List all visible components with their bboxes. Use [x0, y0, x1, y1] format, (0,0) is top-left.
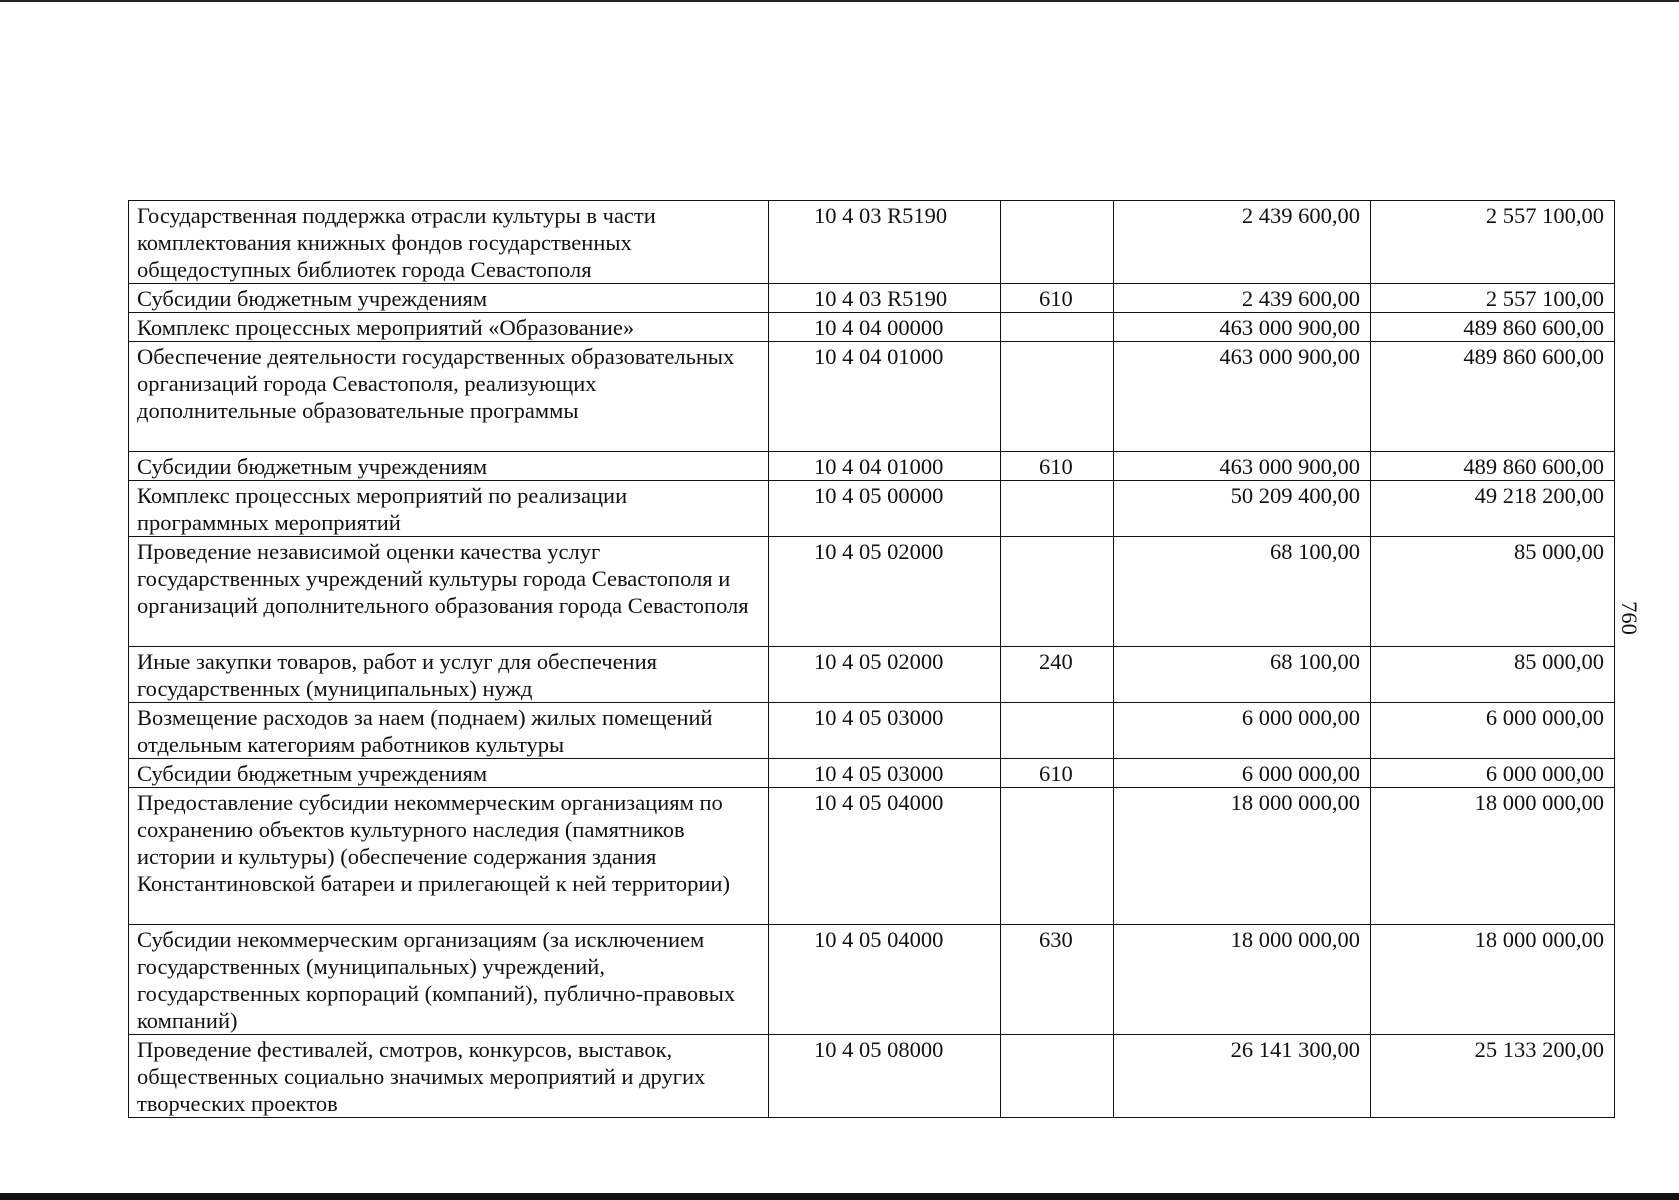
item-name: Обеспечение деятельности государственных образовательных организаций города Севастополя, реализующих дополнительные образовательные программы [129, 342, 769, 452]
table-row [129, 1035, 1615, 1118]
table-row [129, 925, 1615, 1035]
target-code: 10 4 05 03000 [769, 759, 1001, 788]
expense-kind [1001, 313, 1114, 342]
amount-year-1: 463 000 900,00 [1114, 452, 1371, 481]
expense-kind [1001, 481, 1114, 537]
target-code: 10 4 04 00000 [769, 313, 1001, 342]
amount-year-2: 85 000,00 [1371, 537, 1615, 647]
amount-year-2: 18 000 000,00 [1371, 925, 1615, 1035]
table-row [129, 647, 1615, 703]
item-name: Проведение фестивалей, смотров, конкурсов, выставок, общественных социально значимых мероприятий и других творческих проектов [129, 1035, 769, 1118]
table-row [129, 201, 1615, 284]
page-top-edge [0, 0, 1679, 2]
amount-year-2: 6 000 000,00 [1371, 759, 1615, 788]
amount-year-2: 2 557 100,00 [1371, 284, 1615, 313]
amount-year-1: 2 439 600,00 [1114, 284, 1371, 313]
amount-year-1: 6 000 000,00 [1114, 703, 1371, 759]
expense-kind [1001, 1035, 1114, 1118]
expense-kind [1001, 342, 1114, 452]
table-row [129, 703, 1615, 759]
target-code: 10 4 03 R5190 [769, 201, 1001, 284]
item-name: Субсидии некоммерческим организациям (за исключением государственных (муниципальных) учреждений, государственных корпораций (компаний), публично-правовых компаний) [129, 925, 769, 1035]
amount-year-2: 49 218 200,00 [1371, 481, 1615, 537]
table-row [129, 537, 1615, 647]
target-code: 10 4 03 R5190 [769, 284, 1001, 313]
amount-year-2: 6 000 000,00 [1371, 703, 1615, 759]
item-name: Субсидии бюджетным учреждениям [129, 759, 769, 788]
target-code: 10 4 05 00000 [769, 481, 1001, 537]
amount-year-1: 463 000 900,00 [1114, 342, 1371, 452]
amount-year-2: 489 860 600,00 [1371, 342, 1615, 452]
amount-year-1: 68 100,00 [1114, 647, 1371, 703]
item-name: Субсидии бюджетным учреждениям [129, 284, 769, 313]
page-bottom-edge [0, 1193, 1679, 1200]
amount-year-1: 18 000 000,00 [1114, 788, 1371, 925]
target-code: 10 4 05 04000 [769, 925, 1001, 1035]
item-name: Проведение независимой оценки качества услуг государственных учреждений культуры города Севастополя и организаций дополнительного образования города Севастополя [129, 537, 769, 647]
expense-kind [1001, 788, 1114, 925]
expense-kind: 610 [1001, 452, 1114, 481]
table-row [129, 342, 1615, 452]
amount-year-1: 6 000 000,00 [1114, 759, 1371, 788]
target-code: 10 4 04 01000 [769, 452, 1001, 481]
target-code: 10 4 05 03000 [769, 703, 1001, 759]
amount-year-1: 26 141 300,00 [1114, 1035, 1371, 1118]
table-row [129, 313, 1615, 342]
expense-kind: 610 [1001, 759, 1114, 788]
item-name: Предоставление субсидии некоммерческим организациям по сохранению объектов культурного наследия (памятников истории и культуры) (обеспечение содержания здания Константиновской батареи и прилегающей к ней территории) [129, 788, 769, 925]
expense-kind: 240 [1001, 647, 1114, 703]
target-code: 10 4 05 04000 [769, 788, 1001, 925]
expense-kind: 630 [1001, 925, 1114, 1035]
table-row [129, 452, 1615, 481]
expense-kind [1001, 703, 1114, 759]
budget-table-body [129, 201, 1615, 1118]
amount-year-1: 18 000 000,00 [1114, 925, 1371, 1035]
table-row [129, 759, 1615, 788]
amount-year-1: 50 209 400,00 [1114, 481, 1371, 537]
target-code: 10 4 05 02000 [769, 647, 1001, 703]
amount-year-2: 489 860 600,00 [1371, 452, 1615, 481]
target-code: 10 4 04 01000 [769, 342, 1001, 452]
item-name: Субсидии бюджетным учреждениям [129, 452, 769, 481]
amount-year-1: 68 100,00 [1114, 537, 1371, 647]
item-name: Иные закупки товаров, работ и услуг для обеспечения государственных (муниципальных) нужд [129, 647, 769, 703]
expense-kind [1001, 201, 1114, 284]
amount-year-2: 25 133 200,00 [1371, 1035, 1615, 1118]
amount-year-1: 463 000 900,00 [1114, 313, 1371, 342]
table-row [129, 284, 1615, 313]
expense-kind [1001, 537, 1114, 647]
item-name: Государственная поддержка отрасли культуры в части комплектования книжных фондов государственных общедоступных библиотек города Севастополя [129, 201, 769, 284]
amount-year-2: 489 860 600,00 [1371, 313, 1615, 342]
table-row [129, 481, 1615, 537]
budget-table [128, 200, 1615, 1118]
amount-year-2: 2 557 100,00 [1371, 201, 1615, 284]
page-number: 760 [1617, 601, 1642, 635]
item-name: Комплекс процессных мероприятий по реализации программных мероприятий [129, 481, 769, 537]
expense-kind: 610 [1001, 284, 1114, 313]
target-code: 10 4 05 08000 [769, 1035, 1001, 1118]
target-code: 10 4 05 02000 [769, 537, 1001, 647]
item-name: Возмещение расходов за наем (поднаем) жилых помещений отдельным категориям работников культуры [129, 703, 769, 759]
amount-year-1: 2 439 600,00 [1114, 201, 1371, 284]
table-row [129, 788, 1615, 925]
item-name: Комплекс процессных мероприятий «Образование» [129, 313, 769, 342]
amount-year-2: 18 000 000,00 [1371, 788, 1615, 925]
amount-year-2: 85 000,00 [1371, 647, 1615, 703]
